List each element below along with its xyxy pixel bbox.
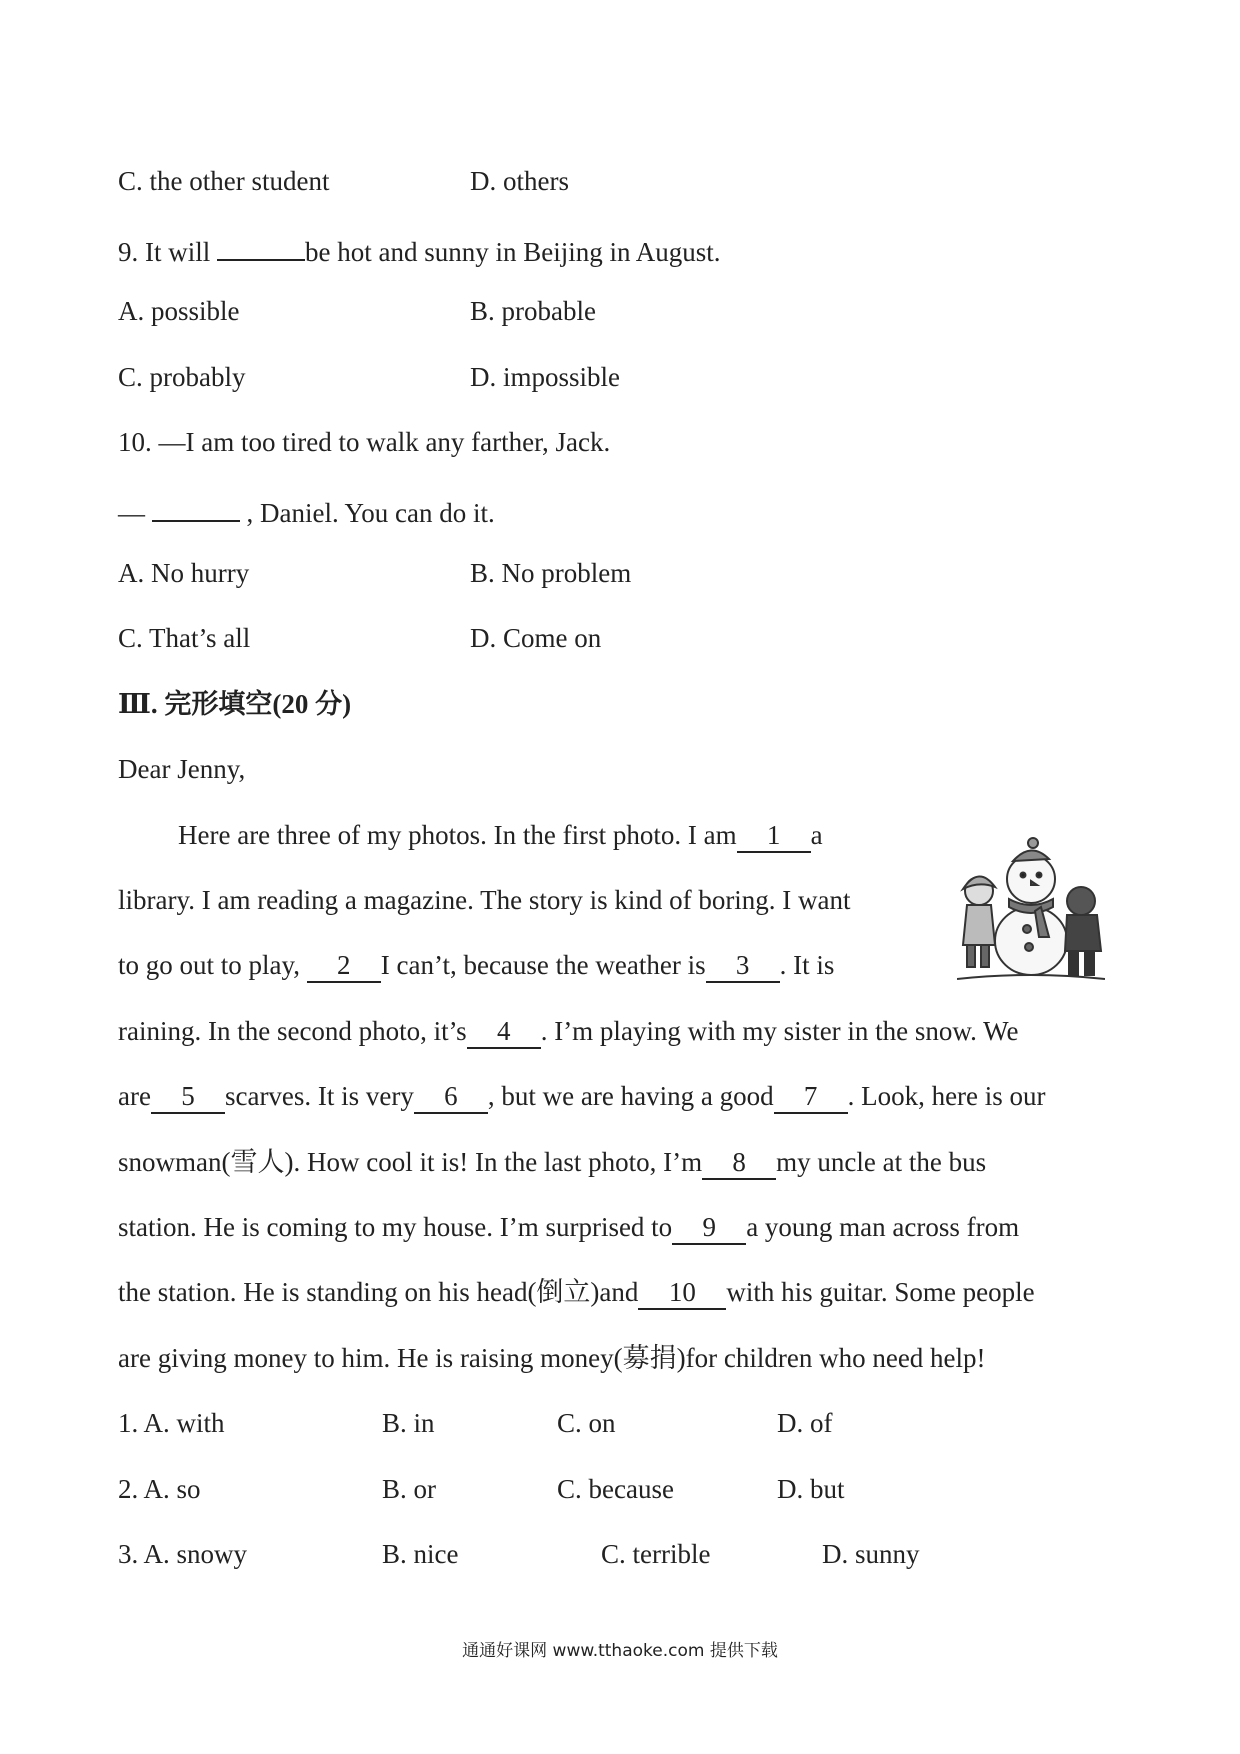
q9-option-b: B. probable (470, 296, 596, 326)
cloze-option-1-a: 1. A. with (118, 1408, 225, 1438)
cloze-option-3-a: 3. A. snowy (118, 1539, 248, 1569)
q9-blank (217, 229, 305, 261)
cloze-option-2-d: D. but (777, 1474, 845, 1504)
passage-text: with his guitar. Some people (726, 1277, 1035, 1307)
cloze-blank-9: 9 (672, 1213, 746, 1245)
passage-row-8 (118, 1275, 1035, 1310)
page-footer: 通通好课网 www.tthaoke.com 提供下载 (462, 1641, 778, 1661)
cloze-blank-2: 2 (307, 951, 381, 983)
cloze-option-1-c: C. on (557, 1408, 616, 1438)
passage-row-9: are giving money to him. He is raising money(募捐)for children who need help! (118, 1343, 986, 1373)
passage-text: the station. He is standing on his head(倒立)and (118, 1277, 639, 1307)
passage-text: . It is (779, 950, 835, 980)
q10-line2 (118, 490, 495, 530)
q10-blank (152, 490, 240, 522)
passage-text: . Look, here is our (847, 1081, 1046, 1111)
passage-text: are (118, 1081, 151, 1111)
passage-text: I can’t, because the weather is (380, 950, 706, 980)
cloze-option-2-c: C. because (557, 1474, 674, 1504)
passage-row-1 (178, 818, 823, 853)
q9-option-c: C. probably (118, 362, 246, 392)
passage-text: raining. In the second photo, it’s (118, 1016, 467, 1046)
passage-text: station. He is coming to my house. I’m surprised to (118, 1212, 673, 1242)
cloze-option-2-b: B. or (382, 1474, 436, 1504)
cloze-blank-10: 10 (638, 1278, 726, 1310)
cloze-blank-1: 1 (737, 821, 811, 853)
q10-line2-after: , Daniel. You can do it. (239, 498, 495, 528)
passage-row-2: library. I am reading a magazine. The story is kind of boring. I want (118, 885, 851, 915)
letter-greeting: Dear Jenny, (118, 754, 246, 784)
cloze-blank-3: 3 (706, 951, 780, 983)
passage-text: to go out to play, (118, 950, 307, 980)
passage-row-7 (118, 1210, 1019, 1245)
q9-stem-after: be hot and sunny in Beijing in August. (305, 237, 721, 267)
cloze-blank-5: 5 (151, 1082, 225, 1114)
cloze-option-1-d: D. of (777, 1408, 833, 1438)
cloze-blank-8: 8 (702, 1148, 776, 1180)
q10-line2-before: — (118, 498, 152, 528)
q9-stem (118, 229, 721, 269)
section-3-title: Ⅲ. 完形填空(20 分) (118, 689, 352, 719)
passage-text: snowman(雪人). How cool it is! In the last photo, I’m (118, 1147, 703, 1177)
q9-stem-before: 9. It will (118, 237, 217, 267)
cloze-blank-6: 6 (414, 1082, 488, 1114)
q10-option-c: C. That’s all (118, 623, 251, 653)
passage-row-6 (118, 1145, 986, 1180)
passage-text: a (810, 820, 823, 850)
passage-text: , but we are having a good (487, 1081, 774, 1111)
snowman-illustration (957, 833, 1105, 983)
q10-option-b: B. No problem (470, 558, 632, 588)
cloze-option-3-c: C. terrible (601, 1539, 711, 1569)
q9-option-d: D. impossible (470, 362, 621, 392)
q8-option-c: C. the other student (118, 166, 330, 196)
cloze-option-2-a: 2. A. so (118, 1474, 201, 1504)
q10-option-d: D. Come on (470, 623, 602, 653)
passage-text: my uncle at the bus (776, 1147, 987, 1177)
q10-option-a: A. No hurry (118, 558, 250, 588)
passage-row-3 (118, 948, 834, 983)
q8-option-d: D. others (470, 166, 569, 196)
q9-option-a: A. possible (118, 296, 240, 326)
cloze-blank-7: 7 (774, 1082, 848, 1114)
passage-text: Here are three of my photos. In the first photo. I am (178, 820, 737, 850)
cloze-option-1-b: B. in (382, 1408, 435, 1438)
cloze-option-3-d: D. sunny (822, 1539, 920, 1569)
passage-row-5 (118, 1079, 1046, 1114)
passage-text: . I’m playing with my sister in the snow. We (540, 1016, 1019, 1046)
passage-text: scarves. It is very (224, 1081, 414, 1111)
cloze-blank-4: 4 (467, 1017, 541, 1049)
passage-row-4 (118, 1014, 1018, 1049)
q10-line1: 10. —I am too tired to walk any farther, Jack. (118, 427, 611, 457)
cloze-option-3-b: B. nice (382, 1539, 459, 1569)
passage-text: a young man across from (746, 1212, 1020, 1242)
